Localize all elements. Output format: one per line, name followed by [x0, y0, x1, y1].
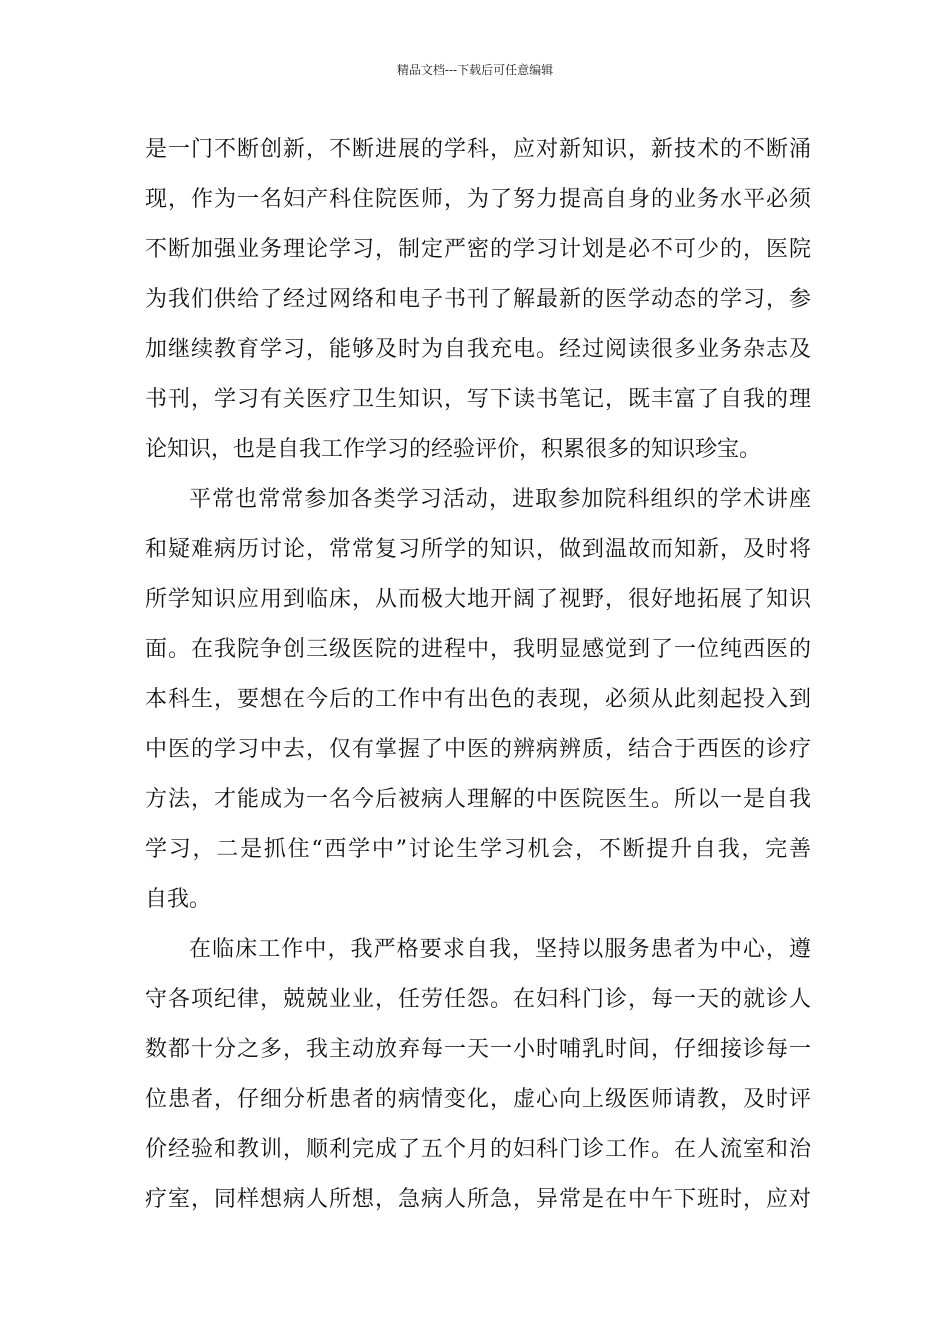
text-line: 位患者，仔细分析患者的病情变化，虚心向上级医师请教，及时评 [145, 1087, 811, 1112]
text-line: 守各项纪律，兢兢业业，任劳任怨。在妇科门诊，每一天的就诊人 [145, 987, 811, 1012]
text-line: 为我们供给了经过网络和电子书刊了解最新的医学动态的学习，参 [145, 287, 811, 312]
text-line: 价经验和教训，顺利完成了五个月的妇科门诊工作。在人流室和治 [145, 1137, 811, 1162]
text-line: 书刊，学习有关医疗卫生知识，写下读书笔记，既丰富了自我的理 [145, 387, 811, 412]
text-line: 所学知识应用到临床，从而极大地开阔了视野，很好地拓展了知识 [145, 587, 811, 612]
text-line: 方法，才能成为一名今后被病人理解的中医院医生。所以一是自我 [145, 787, 811, 812]
text-line: 论知识，也是自我工作学习的经验评价，积累很多的知识珍宝。 [145, 437, 762, 462]
text-line: 不断加强业务理论学习，制定严密的学习计划是必不可少的，医院 [145, 237, 811, 262]
text-line: 学习，二是抓住“西学中”讨论生学习机会，不断提升自我，完善 [145, 837, 811, 862]
paragraph-1 [145, 125, 811, 475]
text-line: 数都十分之多，我主动放弃每一天一小时哺乳时间，仔细接诊每一 [145, 1037, 811, 1062]
text-line: 加继续教育学习，能够及时为自我充电。经过阅读很多业务杂志及 [145, 337, 811, 362]
text-line: 在临床工作中，我严格要求自我，坚持以服务患者为中心，遵 [189, 937, 811, 962]
paragraph-2 [145, 475, 811, 925]
text-line: 自我。 [145, 887, 212, 912]
text-line: 平常也常常参加各类学习活动，进取参加院科组织的学术讲座 [189, 487, 811, 512]
paragraph-3 [145, 925, 811, 1225]
text-line: 和疑难病历讨论，常常复习所学的知识，做到温故而知新，及时将 [145, 537, 811, 562]
document-body [145, 125, 811, 1225]
text-line: 是一门不断创新，不断进展的学科，应对新知识，新技术的不断涌 [145, 137, 811, 162]
text-line: 本科生，要想在今后的工作中有出色的表现，必须从此刻起投入到 [145, 687, 811, 712]
text-line: 疗室，同样想病人所想，急病人所急，异常是在中午下班时，应对 [145, 1187, 811, 1212]
text-line: 面。在我院争创三级医院的进程中，我明显感觉到了一位纯西医的 [145, 637, 811, 662]
text-line: 现，作为一名妇产科住院医师，为了努力提高自身的业务水平必须 [145, 187, 811, 212]
text-line: 中医的学习中去，仅有掌握了中医的辨病辨质，结合于西医的诊疗 [145, 737, 811, 762]
page-header: 精品文档---下载后可任意编辑 [396, 63, 554, 77]
